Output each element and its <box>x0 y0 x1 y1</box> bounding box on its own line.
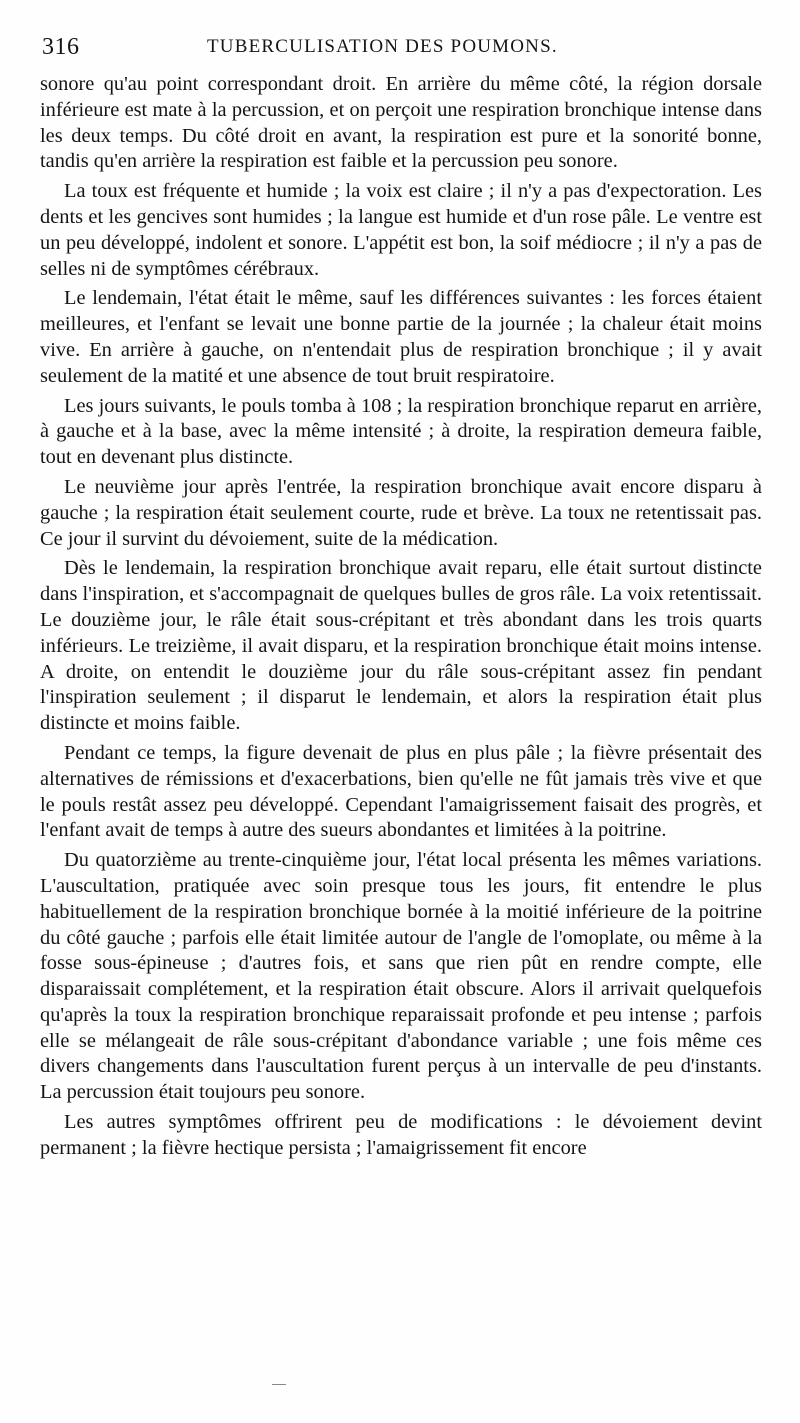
paragraph: Pendant ce temps, la figure devenait de plus en plus pâle ; la fièvre présentait des alternatives de rémissions et d'exacerbations, bien qu'elle ne fût jamais très vive et que le pouls restât assez peu développé. Cependant l'amaigrissement faisait des progrès, et l'enfant avait de temps à autre des sueurs abondantes et limitées à la poitrine. <box>40 741 762 842</box>
page-mark <box>272 1384 286 1385</box>
paragraph-continued: sonore qu'au point correspondant droit. En arrière du même côté, la région dorsale inférieure est mate à la percussion, et on perçoit une respiration bronchique intense dans les deux temps. Du côté droit en avant, la respiration est pure et la sonorité bonne, tandis qu'en arrière la respiration est faible et la percussion peu sonore. <box>40 73 762 173</box>
paragraph: Dès le lendemain, la respiration bronchique avait reparu, elle était surtout distincte dans l'inspiration, et s'accompagnait de quelques bulles de gros râle. La voix retentissait. Le douzième jour, le râle était sous-crépitant et très abondant dans les trois quarts inférieurs. Le treizième, il avait disparu, et la respiration bronchique était moins intense. A droite, on entendit le douzième jour du râle sous-crépitant assez fin pendant l'inspiration seulement ; il disparut le lendemain, et alors la respiration était plus distincte et moins faible. <box>40 557 762 735</box>
paragraph: Les autres symptômes offrirent peu de modifications : le dévoiement devint permanent ; la fièvre hectique persista ; l'amaigrissement fit encore <box>40 1111 762 1159</box>
page-header <box>42 34 762 64</box>
paragraph: Du quatorzième au trente-cinquième jour, l'état local présenta les mêmes variations. L'auscultation, pratiquée avec soin presque tous les jours, fit entendre le plus habituellement de la respiration bronchique bornée à la moitié inférieure de la poitrine du côté gauche ; parfois elle était limitée autour de l'angle de l'omoplate, ou même à la fosse sous-épineuse ; d'autres fois, et sans que rien pût en rendre compte, elle disparaissait complétement, et la respiration était obscure. Alors il arrivait quelquefois qu'après la toux la respiration bronchique reparaissait profonde et peu intense ; parfois elle se mélangeait de râle sous-crépitant d'abondance variable ; une fois même ces divers changements dans l'auscultation furent perçus à un intervalle de peu d'instants. La percussion était toujours peu sonore. <box>40 849 762 1104</box>
paragraph: Le neuvième jour après l'entrée, la respiration bronchique avait encore disparu à gauche ; la respiration était seulement courte, rude et brève. La toux ne retentissait pas. Ce jour il survint du dévoiement, suite de la médication. <box>40 475 762 550</box>
page-number: 316 <box>42 34 80 60</box>
paragraph: Les jours suivants, le pouls tomba à 108 ; la respiration bronchique reparut en arrière, à gauche et à la base, avec la même intensité ; à droite, la respiration demeura faible, tout en devenant plus distincte. <box>40 394 762 469</box>
paragraph: Le lendemain, l'état était le même, sauf les différences suivantes : les forces étaient meilleures, et l'enfant se levait une bonne partie de la journée ; la chaleur était moins vive. En arrière à gauche, on n'entendait plus de respiration bronchique ; il y avait seulement de la matité et une absence de tout bruit respiratoire. <box>40 287 762 387</box>
running-title: TUBERCULISATION DES POUMONS. <box>207 36 558 57</box>
paragraph: La toux est fréquente et humide ; la voix est claire ; il n'y a pas d'expectoration. Les dents et les gencives sont humides ; la langue est humide et d'un rose pâle. Le ventre est un peu développé, indolent et sonore. L'appétit est bon, la soif médiocre ; il n'y a pas de selles ni de symptômes cérébraux. <box>40 180 762 280</box>
body-text <box>40 72 762 1162</box>
